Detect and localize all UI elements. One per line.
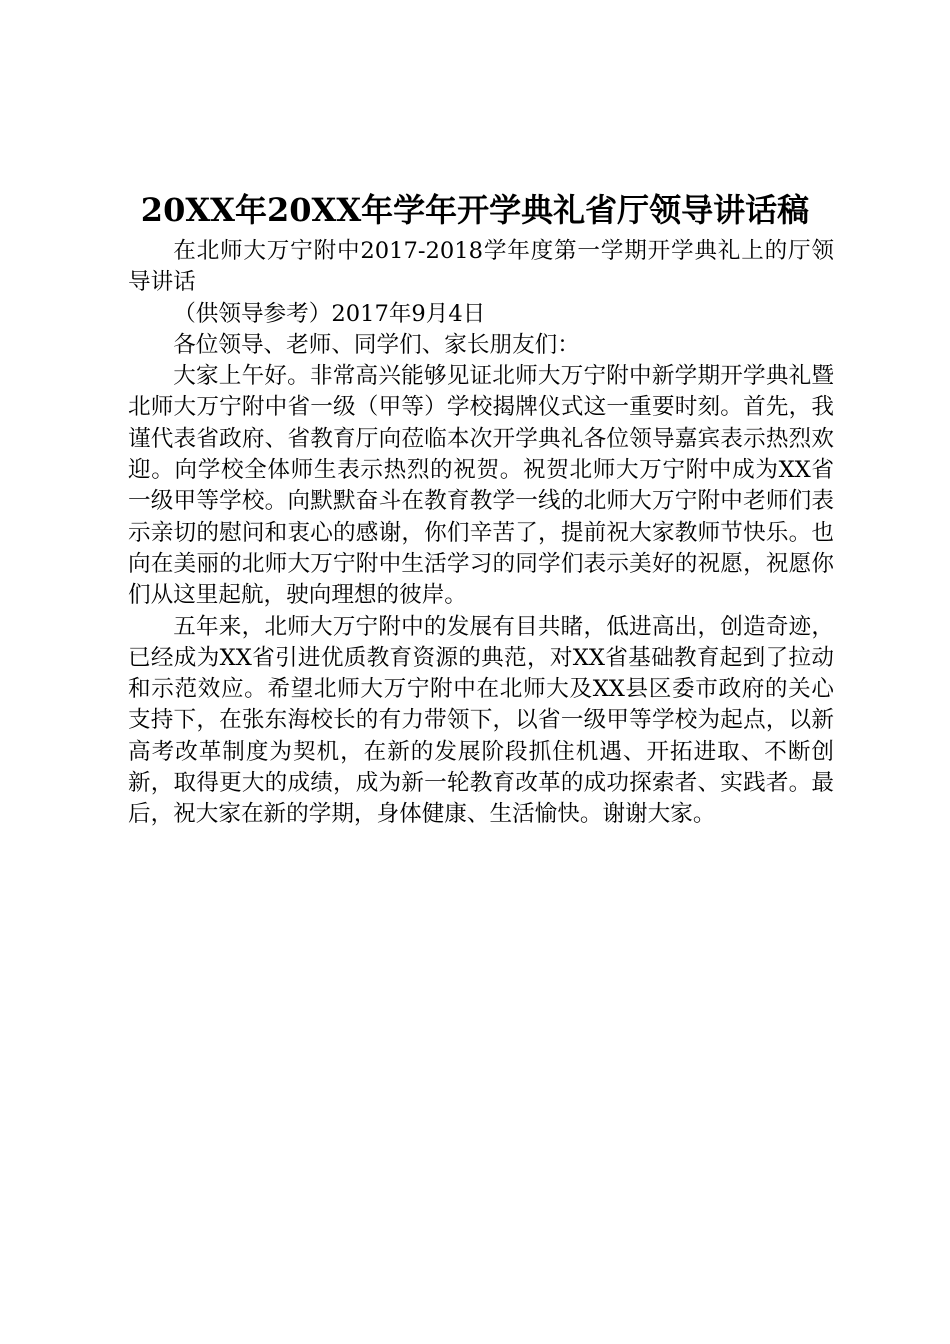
paragraph-closing: 五年来，北师大万宁附中的发展有目共睹，低进高出，创造奇迹，已经成为XX省引进优质教育资源的典范，对XX省基础教育起到了拉动和示范效应。希望北师大万宁附中在北师大及XX县区委市政府的关心支持下，在张东海校长的有力带领下，以省一级甲等学校为起点，以新高考改革制度为契机，在新的发展阶段抓住机遇、开拓进取、不断创新，取得更大的成绩，成为新一轮教育改革的成功探索者、实践者。最后，祝大家在新的学期，身体健康、生活愉快。谢谢大家。 [128,613,834,828]
paragraph-salutation: 各位领导、老师、同学们、家长朋友们： [173,331,580,358]
paragraph-greeting: 大家上午好。非常高兴能够见证北师大万宁附中新学期开学典礼暨北师大万宁附中省一级（甲等）学校揭牌仪式这一重要时刻。首先，我谨代表省政府、省教育厅向莅临本次开学典礼各位领导嘉宾表示热烈欢迎。向学校全体师生表示热烈的祝贺。祝贺北师大万宁附中成为XX省一级甲等学校。向默默奋斗在教育教学一线的北师大万宁附中老师们表示亲切的慰问和衷心的感谢，你们辛苦了，提前祝大家教师节快乐。也向在美丽的北师大万宁附中生活学习的同学们表示美好的祝愿，祝愿你们从这里起航，驶向理想的彼岸。 [128,363,834,609]
document-title: 20XX年20XX年学年开学典礼省厅领导讲话稿 [140,191,810,229]
paragraph-note-date: （供领导参考）2017年9月4日 [173,300,486,327]
document-body [128,236,834,831]
paragraph-subtitle: 在北师大万宁附中2017-2018学年度第一学期开学典礼上的厅领导讲话 [128,238,834,296]
